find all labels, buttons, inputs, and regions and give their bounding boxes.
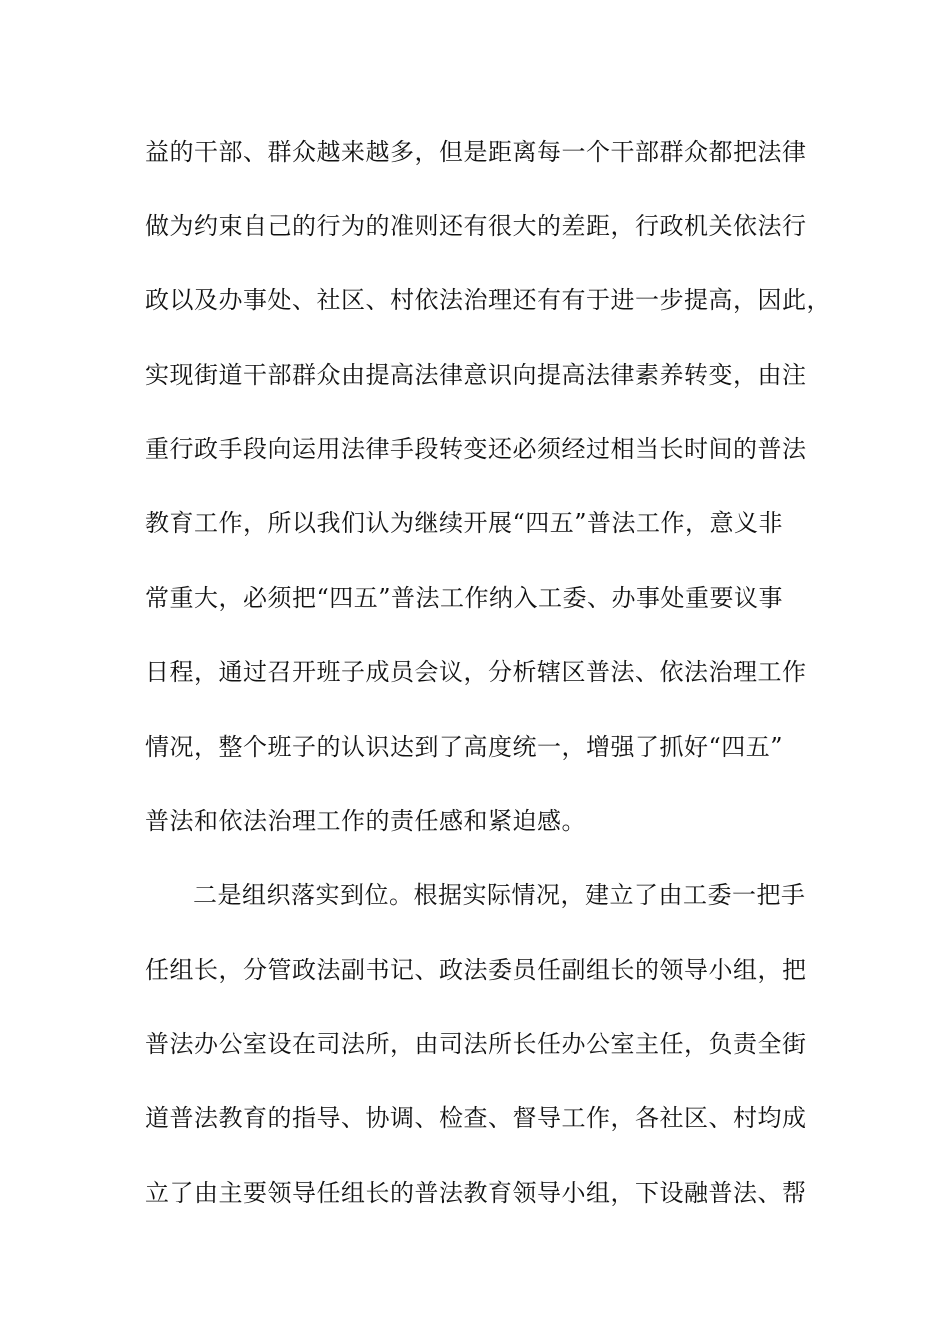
text-line: 常重大，必须把“四五”普法工作纳入工委、办事处重要议事 xyxy=(145,584,784,612)
text-line: 日程，通过召开班子成员会议，分析辖区普法、依法治理工作 xyxy=(145,658,807,686)
text-line: 教育工作，所以我们认为继续开展“四五”普法工作，意义非 xyxy=(145,509,784,537)
text-line: 普法办公室设在司法所，由司法所长任办公室主任，负责全街 xyxy=(145,1030,807,1058)
text-line: 做为约束自己的行为的准则还有很大的差距，行政机关依法行 xyxy=(145,212,807,240)
text-line: 道普法教育的指导、协调、检查、督导工作，各社区、村均成 xyxy=(145,1104,807,1132)
text-line: 益的干部、群众越来越多，但是距离每一个干部群众都把法律 xyxy=(145,138,807,166)
text-line: 情况，整个班子的认识达到了高度统一，增强了抓好“四五” xyxy=(145,733,784,761)
text-line: 任组长，分管政法副书记、政法委员任副组长的领导小组，把 xyxy=(145,956,807,984)
text-line: 实现街道干部群众由提高法律意识向提高法律素养转变，由注 xyxy=(145,361,807,389)
text-line: 立了由主要领导任组长的普法教育领导小组，下设融普法、帮 xyxy=(145,1179,807,1207)
text-line: 政以及办事处、社区、村依法治理还有有于进一步提高，因此， xyxy=(145,286,831,314)
text-line: 重行政手段向运用法律手段转变还必须经过相当长时间的普法 xyxy=(145,435,807,463)
paragraph-first-line: 二是组织落实到位。根据实际情况，建立了由工委一把手 xyxy=(193,881,806,909)
text-line: 普法和依法治理工作的责任感和紧迫感。 xyxy=(145,807,586,835)
